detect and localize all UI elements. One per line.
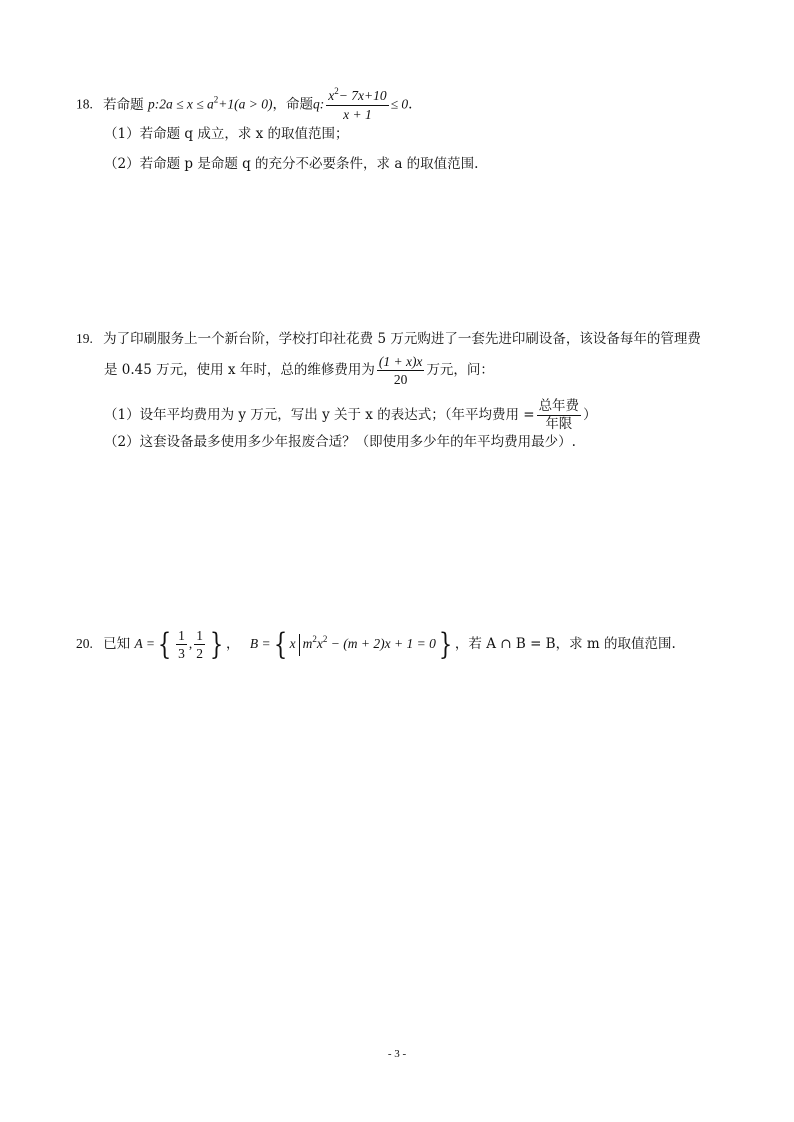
divider-bar-icon: [299, 634, 300, 656]
q19-frac-num: (1 + x)x: [378, 354, 423, 369]
left-brace-icon: {: [273, 626, 287, 662]
right-brace-icon: }: [209, 626, 224, 662]
q20-intro: 已知: [103, 636, 131, 652]
q19-line2-b: 万元，问：: [426, 362, 494, 378]
q19-sub1-den: 年限: [545, 416, 573, 432]
q19-sub2: （2）这套设备最多使用多少年报废合适？（即使用多少年的年平均费用最少）.: [104, 434, 576, 450]
q18-header: 18. 若命题 p:2a ≤ $x \le a^2+1(a > 0)$，命题q: $\frac{x^2- 7x+10}{x + 1}$ ≤ 0.: [76, 86, 413, 122]
q19-frac-den: 20: [393, 372, 408, 387]
right-brace-icon: }: [438, 626, 453, 662]
q20-a1-num: 1: [178, 628, 185, 643]
q20-a1-fraction: [176, 627, 187, 662]
q19-number: 19.: [76, 331, 93, 346]
q18-sub1: （1）若命题 q 成立，求 x 的取值范围；: [104, 126, 349, 142]
q19-sub1-a: （1）设年平均费用为 y 万元，写出 y 关于 x 的表达式；（年平均费用 =: [104, 407, 535, 423]
q19-sub1-num: 总年费: [538, 398, 580, 414]
q20-set-a-label: A =: [134, 636, 155, 651]
q18-sub2: （2）若命题 p 是命题 q 的充分不必要条件，求 a 的取值范围.: [104, 156, 479, 172]
q18-end: .: [408, 96, 413, 113]
q18-q-label: q:: [313, 96, 325, 112]
q18-mid: ，命题: [272, 96, 313, 113]
page-number: - 3 -: [387, 1048, 407, 1060]
q19-average-cost-fraction: [537, 398, 582, 433]
q18-proposition-p: p:2a ≤ x ≤ a: [147, 96, 214, 112]
q20-a2-fraction: [194, 627, 205, 662]
q18-q-num-a: x: [328, 88, 335, 103]
q18-q-fraction: $\frac{x^2- 7x+10}{x + 1}$: [328, 86, 387, 122]
q20-a1-den: 3: [178, 646, 185, 661]
q19-sub1: [104, 398, 597, 433]
q18-q-num-b: − 7x+10: [338, 88, 387, 103]
left-brace-icon: {: [157, 626, 172, 662]
q20-set-b-label: B =: [249, 636, 271, 651]
q19-line1: [76, 329, 701, 349]
q19-line2: [104, 353, 494, 388]
q20-b-cond-c: − (m + 2)x + 1 = 0: [327, 636, 436, 651]
q18-intro: 若命题: [103, 96, 144, 113]
q20-a2-num: 1: [196, 628, 203, 643]
q19-sub1-b: ）: [583, 407, 597, 423]
q20-sep: ，: [226, 636, 240, 652]
q18-number: 18.: [76, 96, 93, 112]
q18-q-den: x + 1: [343, 107, 372, 122]
q20-b-cond-b: x: [316, 636, 323, 651]
q19-maintenance-fraction: [377, 353, 425, 388]
q19-line1-text: 为了印刷服务上一个新台阶，学校打印社花费 5 万元购进了一套先进印刷设备，该设备每年的管理费: [103, 331, 701, 347]
q18-q-tail: ≤ 0: [390, 96, 409, 112]
q20-b-var: x: [289, 636, 296, 651]
q19-line2-a: 是 0.45 万元，使用 x 年时，总的维修费用为: [104, 362, 375, 378]
q18-proposition-p-tail: +1(a > 0): [218, 96, 273, 112]
q20-b-cond-a: m: [302, 636, 313, 651]
q20-tail: ，若 A ∩ B = B，求 m 的取值范围.: [454, 636, 676, 652]
q20-a2-den: 2: [196, 646, 203, 661]
q20-number: 20.: [76, 636, 93, 651]
q20-line: 20. 已知 A ={ $\frac{1}{3}$ , $\frac{1}{2}$ } ， B ={ x $m^2x^2 - (m + 2)x + 1 = 0$} ，若 A ∩ B = B，求 m 的取值范围.: [76, 626, 676, 662]
